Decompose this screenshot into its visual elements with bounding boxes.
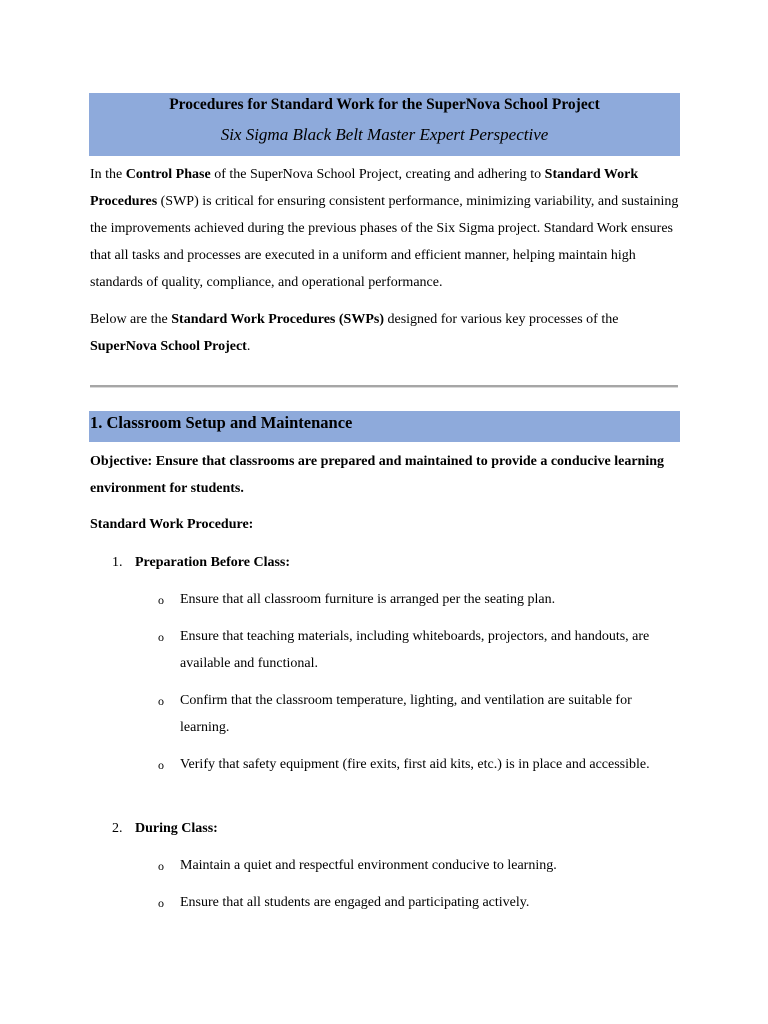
section-banner [89, 411, 680, 442]
bullet-icon: o [158, 758, 164, 772]
procedure-label: Standard Work Procedure: [90, 517, 254, 532]
horizontal-divider [90, 385, 678, 388]
bullet-icon: o [158, 694, 164, 708]
swp-intro-paragraph: Below are the Standard Work Procedures (SWPs) designed for various key processes of the SuperNova School Project. [90, 312, 619, 354]
step-label: Preparation Before Class: [135, 555, 291, 570]
step-label: During Class: [135, 821, 218, 836]
document-title: Procedures for Standard Work for the SuperNova School Project [169, 96, 600, 113]
section-heading: 1. Classroom Setup and Maintenance [90, 413, 353, 432]
bullet-icon: o [158, 896, 164, 910]
list-item: Maintain a quiet and respectful environment conducive to learning. [180, 858, 557, 873]
list-item: Verify that safety equipment (fire exits, first aid kits, etc.) is in place and accessible. [180, 757, 650, 772]
bullet-icon: o [158, 593, 164, 607]
title-banner [89, 93, 680, 156]
list-item: Ensure that teaching materials, including whiteboards, projectors, and handouts, are available and functional. [180, 629, 650, 671]
bullet-icon: o [158, 859, 164, 873]
list-item: Ensure that all classroom furniture is arranged per the seating plan. [180, 592, 556, 607]
bullet-icon: o [158, 630, 164, 644]
step-number: 2. [112, 821, 123, 836]
step-number: 1. [112, 555, 123, 570]
list-item: Ensure that all students are engaged and participating actively. [180, 895, 530, 910]
document-subtitle: Six Sigma Black Belt Master Expert Perspective [220, 125, 549, 144]
list-item: Confirm that the classroom temperature, lighting, and ventilation are suitable for learning. [180, 693, 632, 735]
objective-text: Objective: Ensure that classrooms are prepared and maintained to provide a conducive learning environment for students. [90, 454, 665, 496]
intro-paragraph: In the Control Phase of the SuperNova School Project, creating and adhering to Standard Work Procedures (SWP) is critical for ensuring consistent performance, minimizing variability, and sustaining the improvements achieved during the previous phases of the Six Sigma project. Standard Work ensures that all tasks and processes are executed in a uniform and efficient manner, helping maintain high standards of quality, compliance, and operational performance. [90, 167, 679, 290]
